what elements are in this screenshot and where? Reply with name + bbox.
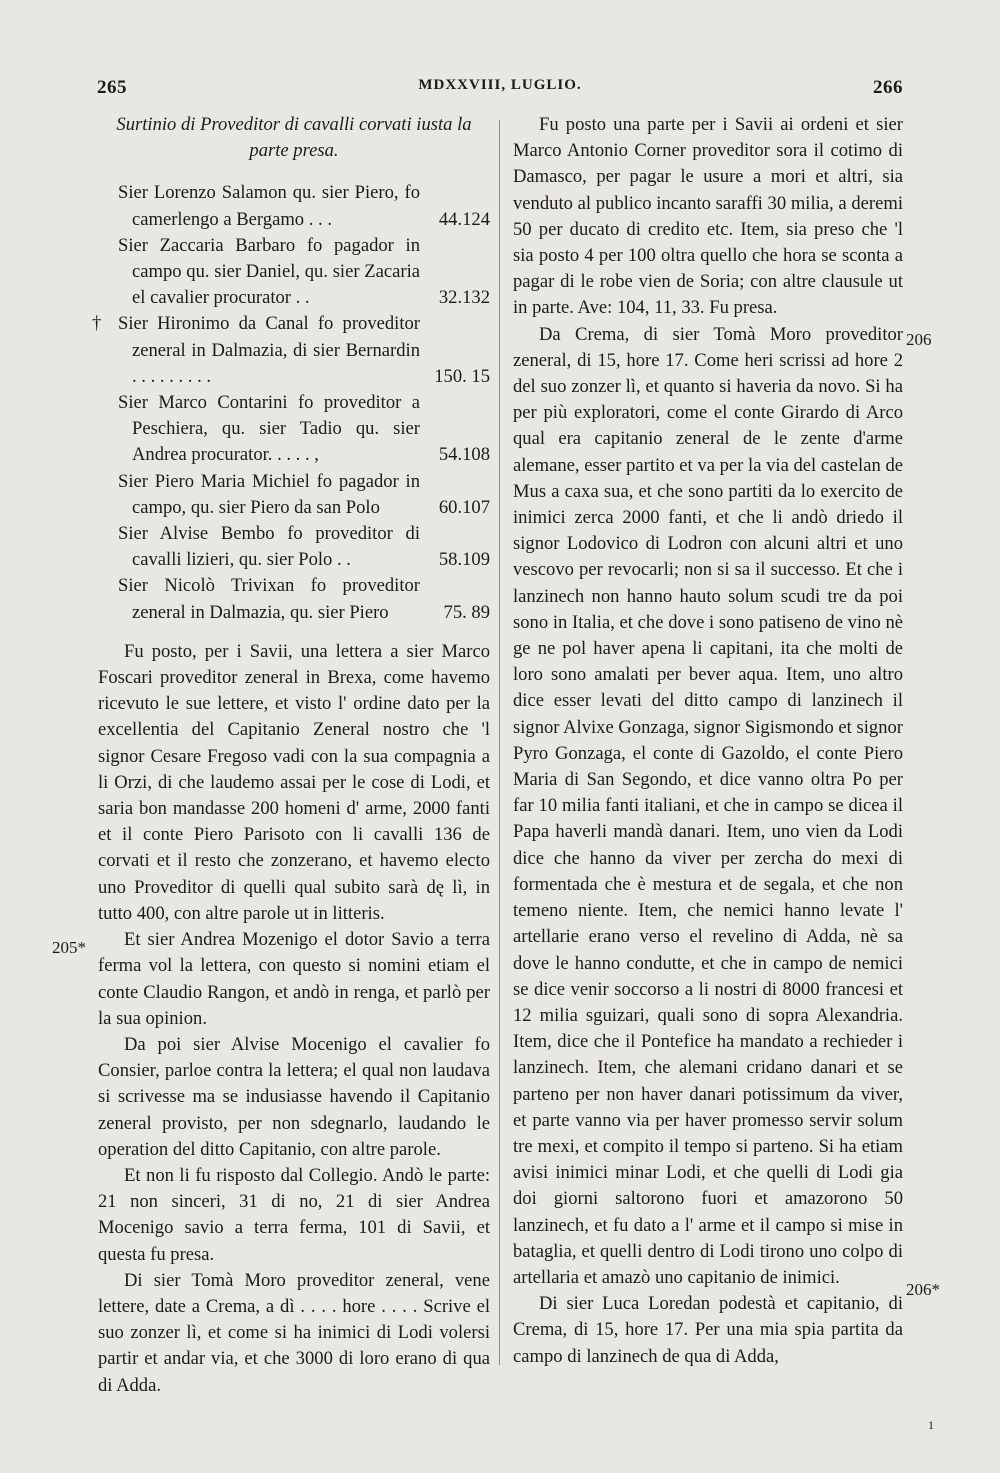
candidate-votes: 58.109	[438, 549, 490, 571]
right-column	[513, 112, 903, 1370]
candidate-entry	[98, 469, 490, 521]
candidate-text: Sier Piero Maria Michiel fo pagador in campo, qu. sier Piero da san Polo	[118, 470, 420, 518]
paragraph-left-4: Et non li fu risposto dal Collegio. Andò le parte: 21 non sinceri, 31 di no, 21 di sier Andrea Mocenigo savio a terra ferma, 101 di Savii, et questa fu presa.	[98, 1164, 490, 1265]
paragraph-right-2: Da Crema, di sier Tomà Moro proveditor zeneral, di 15, hore 17. Come heri scrissi ad hore 2 del suo zonzer lì, et quanto si haveria da novo. Si ha per più exploratori, come el conte Girardo di Arco qual era capitanio zeneral de le zente d'arme alemane, esser partito et va per la via del castelan de Mus a caxa sua, et che sono partiti da lo exercito de inimici zerca 2000 fanti, et che li andò driedo il signor Lodovico di Lodron con alcuni altri et uno vescovo per revocarli; non si sa il successo. Et che i lanzinech non hanno hauto solum scudi tre da poi sono in Italia, et che dove i sono patiseno de vino nè ge ne pol haver apena li capitani, ita che molti de loro sono amalati per bever aqua. Item, uno altro dice esser levati del ditto campo di lanzinech il signor Alvixe Gonzaga, signor Sigismondo et signor Pyro Gonzaga, el conte di Gazoldo, el conte Piero Maria di San Segondo, et dice vanno oltra Po per far 10 milia fanti italiani, et che in campo se dicea il Papa haverli mandà danari. Item, uno vien da Lodi dice che hanno da viver per zercha do mexi di formentada che è mestura et de segala, et che non temeno niente. Item, che nemici hanno levate l' artellarie erano verso el revelino di Adda, nè sa dove le hanno condutte, et che in campo de nemici se dice venir soccorso a li nostri di 8000 francesi et 12 milia sguizari, quali sono di sopra Alexandria. Item, dice che il Pontefice ha mandato a rechieder i lanzinech. Item, che alemani cridano danari et se parteno per non haver danari potissimum da viver, et parte vanno via per haver promesso servir solum tre mexi, et compito il tempo si parteno. Si ha etiam avisi inimici minar Lodi, et che quelli di Lodi gia doi giorni saltorono fuori et amazorono 50 lanzinech, et fu dato a l' arme et il campo si mise in bataglia, et quelli dentro di Lodi tirono uno colpo di artellaria et amazò uno capitanio de inimici.	[513, 323, 903, 1288]
candidate-entry	[98, 573, 490, 625]
paragraph-left-2: Et sier Andrea Mozenigo el dotor Savio a terra ferma vol la lettera, con questo si nomini etiam el conte Claudio Rangon, et andò in renga, et parlò per la sua opinion.	[98, 929, 490, 1029]
margin-note-206b: 206*	[906, 1280, 940, 1299]
running-title: MDXXVIII, LUGLIO.	[418, 77, 582, 93]
dagger-mark: †	[92, 313, 102, 335]
paragraph-left-3: Da poi sier Alvise Mocenigo el cavalier fo Consier, parloe contra la lettera; el qual non laudava si scrivesse ma se indusiasse havendo il Capitanio zeneral provisto, per non sdegnarlo, laudando le operation del ditto Capitanio, con altre parole.	[98, 1033, 490, 1160]
paragraph-right-1: Fu posto una parte per i Savii ai ordeni et sier Marco Antonio Corner proveditor sora il cotimo di Damasco, per pagar le usure a mori et altri, sia venduto al publico incanto saraffi 30 milia, a deremi 50 per ducato di credito etc. Item, sia preso che 'l sia posto 4 per 100 oltra quello che hora se sconta a pagar di le robe vien de Soria; con altre clausule ut in parte. Ave: 104, 11, 33. Fu presa.	[513, 114, 903, 319]
candidate-text: Sier Marco Contarini fo proveditor a Peschiera, qu. sier Tadio qu. sier Andrea procurator. . . . . ,	[118, 392, 420, 466]
paragraph-left-1: Fu posto, per i Savii, una lettera a sier Marco Foscari proveditor zeneral in Brexa, come havemo ricevuto le sue lettere, et visto l' ordine dato per la excellentia del Capitanio Zeneral nostro che 'l signor Cesare Fregoso vadi con la sua compagnia a li Orzi, di che laudemo assai per le cose di Lodi, et saria bon mandasse 200 homeni d' arme, 2000 fanti et il conte Piero Parisoto con li cavalli 136 de corvati et il resto che zonzerano, et havemo electo uno Proveditor di quelli qual subito sarà dę lì, in tutto 400, con altre parole ut in litteris.	[98, 640, 490, 924]
candidate-votes: 75. 89	[443, 601, 490, 623]
page-number-left: 265	[97, 77, 127, 98]
candidate-votes: 32.132	[438, 287, 490, 309]
section-title: Surtinio di Proveditor di cavalli corvati iusta la parte presa.	[116, 114, 472, 162]
candidate-votes: 54.108	[438, 444, 490, 466]
candidate-entry	[92, 311, 490, 390]
paragraph-left-5: Di sier Tomà Moro proveditor zeneral, vene lettere, date a Crema, a dì . . . . hore . . . . Scrive el suo zonzer lì, et come si ha inimici di Lodi volersi partir et andar via, et che 3000 di loro erano di qua di Adda.	[98, 1269, 490, 1396]
column-divider	[499, 120, 500, 1365]
candidate-text: Sier Lorenzo Salamon qu. sier Piero, fo camerlengo a Bergamo . . .	[118, 182, 420, 230]
candidate-votes: 44.124	[438, 208, 490, 230]
margin-note-205: 205*	[52, 938, 86, 957]
candidate-votes: 60.107	[438, 496, 490, 518]
left-column	[92, 112, 490, 1399]
candidate-text: Sier Nicolò Trivixan fo proveditor zeneral in Dalmazia, qu. sier Piero	[118, 575, 420, 623]
candidate-list	[92, 180, 490, 625]
candidate-text: Sier Alvise Bembo fo proveditor di cavalli lizieri, qu. sier Polo . .	[118, 523, 420, 571]
candidate-entry	[98, 390, 490, 469]
candidate-votes: 150. 15	[434, 365, 490, 387]
margin-note-206: 206	[906, 330, 932, 349]
page-number-right: 266	[873, 77, 903, 98]
candidate-entry	[98, 233, 490, 312]
candidate-entry	[98, 521, 490, 573]
candidate-text: Sier Hironimo da Canal fo proveditor zeneral in Dalmazia, di sier Bernardin . . . . . . . . .	[118, 313, 420, 387]
footer-mark: 1	[928, 1418, 934, 1432]
candidate-text: Sier Zaccaria Barbaro fo pagador in campo qu. sier Daniel, qu. sier Zacaria el cavalier procurator . .	[118, 234, 420, 309]
candidate-entry	[98, 180, 490, 232]
paragraph-right-3: Di sier Luca Loredan podestà et capitanio, di Crema, di 15, hore 17. Per una mia spia partita da campo di lanzinech de qua di Adda,	[513, 1293, 903, 1367]
